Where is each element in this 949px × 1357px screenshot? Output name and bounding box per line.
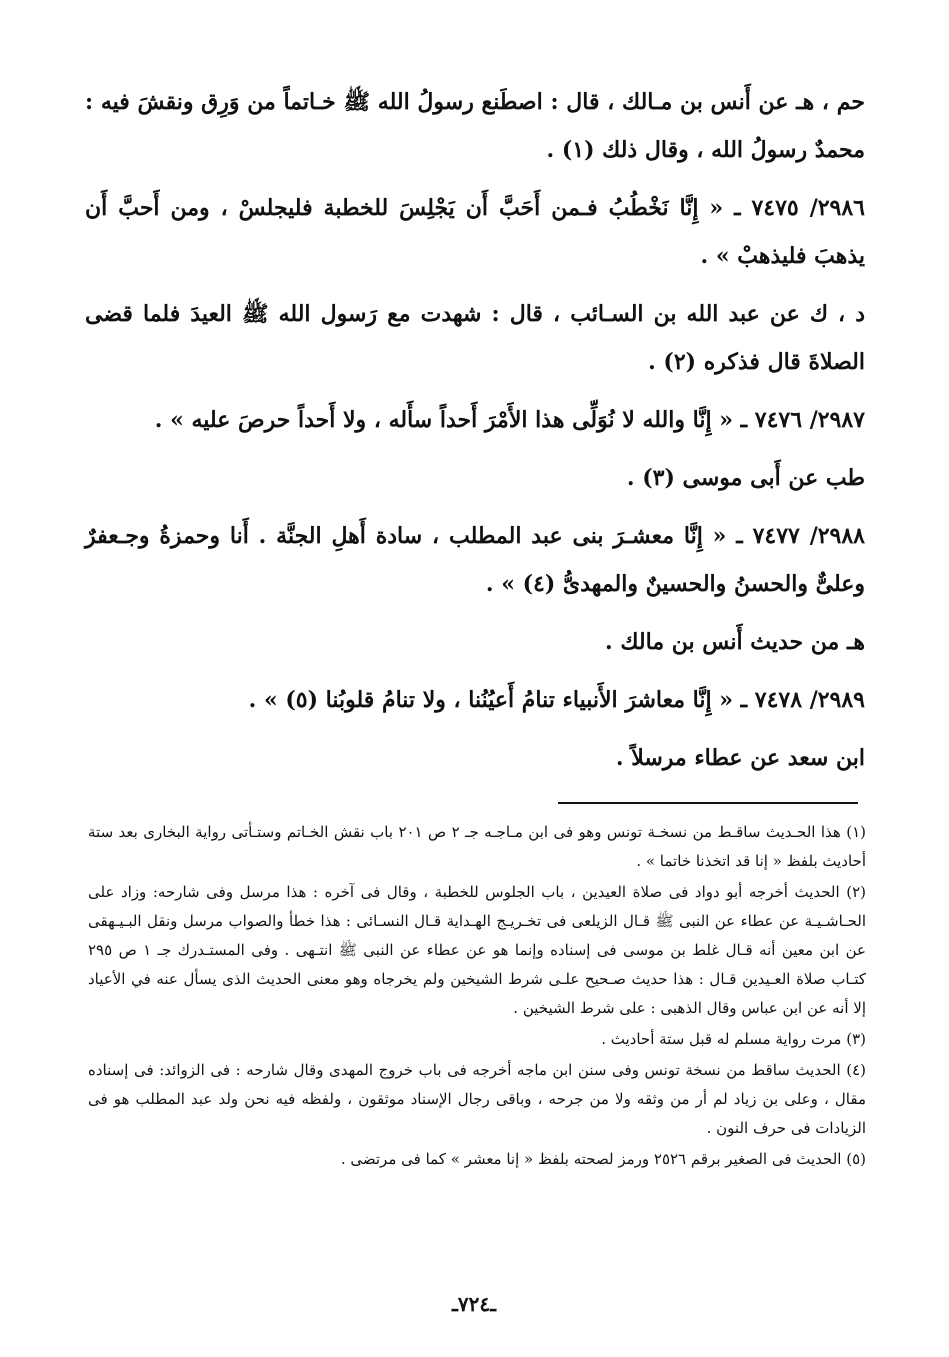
footnote-5: (٥) الحديث فى الصغير برقم ٢٥٢٦ ورمز لصحته بلفظ « إنا معشر » كما فى مرتضى .	[340, 1150, 866, 1168]
footnotes	[88, 818, 866, 1176]
page-number: ـ٧٢٤ـ	[452, 1292, 496, 1316]
hadith-source-2989: ابن سعد عن عطاء مرسلاً .	[615, 745, 865, 771]
footnote-4: (٤) الحديث ساقط من نسخة تونس وفى سنن ابن ماجه أخرجه فى باب خروج المهدى وقال شارحه : فى الزوائد: فى إسناده مقال ، وعلى بن زياد لم أر من وثقه ولا من جرحه ، وباقى رجال الإسناد موثقون ، ولفظه فيه نحن ولد عبد المطلب هو فى الزيادات فى حرف النون .	[88, 1061, 866, 1137]
hadith-text-2986: ٢٩٨٦/ ٧٤٧٥ ـ « إِنَّا نَخْطُبُ فـمن أَحَبَّ أَن يَجْلِسَ للخطبة فليجلسْ ، ومن أَحبَّ أَن يذهبَ فليذهبْ » .	[85, 195, 865, 269]
hadith-text-2987: ٢٩٨٧/ ٧٤٧٦ ـ « إِنَّا والله لا نُوَلِّى هذا الأَمْرَ أَحداً سأَله ، ولا أَحداً حرصَ عليه » .	[154, 407, 865, 433]
hadith-text-2985: حم ، هـ عن أَنس بن مـالك ، قال : اصطَنع رسولُ الله ﷺ خـاتماً من وَرِق ونقشَ فيه : محمدٌ رسولُ الله ، وقال ذلك (١) .	[85, 89, 865, 163]
main-text	[85, 78, 865, 792]
hadith-source-2988: هـ من حديث أَنس بن مالك .	[605, 629, 865, 655]
hadith-source-2986: د ، ك عن عبد الله بن السـائب ، قال : شهدت مع رَسول الله ﷺ العيدَ فلما قضى الصلاةَ قال فذكره (٢) .	[85, 301, 865, 375]
footnote-divider	[558, 802, 858, 804]
hadith-source-2987: طب عن أَبى موسى (٣) .	[626, 465, 865, 491]
footnote-3: (٣) مرت رواية مسلم له قبل ستة أحاديث .	[601, 1030, 866, 1048]
footnote-2: (٢) الحديث أخرجه أبو دواد فى صلاة العيدين ، باب الجلوس للخطبة ، وقال فى آخره : هذا مرسل وفى شارحه: وزاد على الحـاشـيـة عن عطاء عن النبى ﷺ قـال الزيلعى فى تخـريـج الهـداية قـال النسـائى : هذا خطأ والصواب مرسل ونقل البـيـهقى عن ابن معين أنه قـال غلط بن موسى فى إسناده وإنما هو عن عطاء عن النبى ﷺ انتـهى . وفى المستـدرك جـ ١ ص ٢٩٥ كتـاب صلاة العـيدين قـال : هذا حديث صـحيح علـى شرط الشيخين ولم يخرجاه وهو معنى الحديث الذى يسأل عنه في الأعياد إلا أنه عن ابن عباس وقال الذهبى : على شرط الشيخين .	[88, 883, 866, 1017]
footnote-1: (١) هذا الحـديث ساقـط من نسخـة تونس وهو فى ابن مـاجـه جـ ٢ ص ٢٠١ باب نقش الخـاتم وستـأتى رواية البخارى بعد ستة أحاديث بلفظ « إنا قد اتخذنا خاتما » .	[88, 823, 867, 870]
hadith-text-2988: ٢٩٨٨/ ٧٤٧٧ ـ « إِنَّا معشـرَ بنى عبد المطلب ، سادة أَهلِ الجنَّة . أَنا وحمزةُ وجـعفرٌ وعلىٌّ والحسنُ والحسينٌ والمهدىُّ (٤) » .	[85, 523, 865, 597]
hadith-text-2989: ٢٩٨٩/ ٧٤٧٨ ـ « إِنَّا معاشرَ الأَنبياء تنامُ أَعيُنُنا ، ولا تنامُ قلوبُنا (٥) » .	[248, 687, 865, 713]
